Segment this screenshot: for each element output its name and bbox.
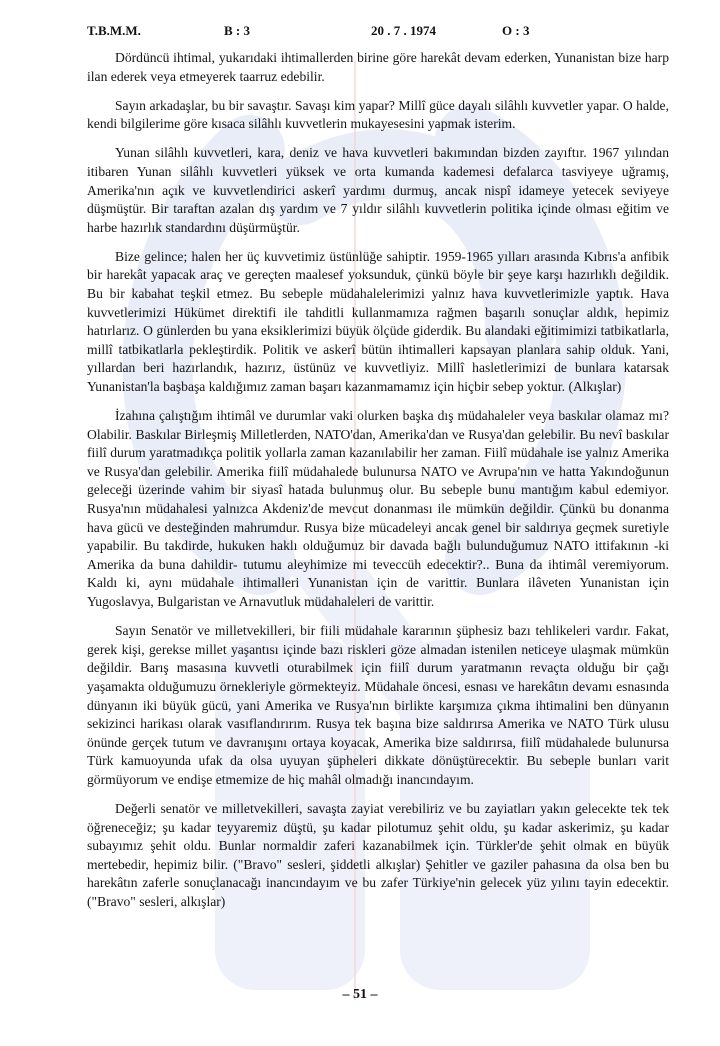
header-date: 20 . 7 . 1974 — [371, 23, 436, 38]
paragraph: Sayın arkadaşlar, bu bir savaştır. Savaşı kim yapar? Millî güce dayalı silâhlı kuvvetler yapar. O halde, kendi bilgilerime göre kısaca silâhlı kuvvetlerin mukayesesini yapmak isterim. — [87, 97, 669, 132]
paragraph: Değerli senatör ve milletvekilleri, savaşta zayiat verebiliriz ve bu zayiatları yakın gelecekte tek tek öğreneceğiz; şu kadar teyyaremiz düştü, şu kadar pilotumuz şehit oldu, şu kadar askerimiz, şu kadar subayımız şehit oldu. Bunlar normaldir zaferi kazanabilmek için. Türkler'de şehit olmak en büyük mertebedir, hepimiz bilir. ("Bravo" sesleri, şiddetli alkışlar) Şehitler ve gaziler pahasına da olsa ben bu harekâtın zaferle sonuçlanacağı inancındayım ve bu zafer Türkiye'nin gelecek yüz yılını tayin edecektir. ("Bravo" sesleri, alkışlar) — [87, 800, 669, 909]
document-body — [87, 49, 669, 922]
paragraph: Dördüncü ihtimal, yukarıdaki ihtimallerden birine göre harekât devam ederken, Yunanistan bize harp ilan ederek veya etmeyerek taarruz edebilir. — [87, 50, 669, 84]
paragraph: Sayın Senatör ve milletvekilleri, bir fiili müdahale kararının şüphesiz bazı tehlikeleri vardır. Fakat, gerek kişi, gerekse millet yaşantısı içinde bazı riskleri göze almadan istenilen neticeye ulaşmak mümkün değildir. Barış masasına kuvvetli oturabilmek için fiilî durum yaratmanın revaçta olduğu bir çağı yaşamakta olduğumuzu örnekleriyle görmekteyiz. Müdahale öncesi, esnası ve harekâtın devamı esnasında dünyanın iki büyük gücü, yani Amerika ve Rusya'nın birlikte karşımıza çıkma ihtimalini ben dünyanın sekizinci harikası olarak vasıflandırırım. Rusya tek başına bize saldırırsa Amerika ve NATO Türk ulusu önünde gerçek tutum ve davranışını ortaya koyacak, Amerika bize saldırırsa, fiilî müdahalede bulunursa Türk kamuoyunda ufak da olsa uyuyan şüpheleri dikkate dönüştürecektir. Bu sebeple bunları varit görmüyorum ve endişe etmemize de hiç mahâl olmadığı inancındayım. — [87, 623, 669, 787]
paragraph: Yunan silâhlı kuvvetleri, kara, deniz ve hava kuvvetleri bakımından bizden zayıftır. 1967 yılından itibaren Yunan silâhlı kuvvetleri yüksek ve orta kumanda kademesi defalarca tasviyeye uğramış, Amerika'nın açık ve kuvvetlendirici askerî yardımı durmuş, ancak nispî idameye yetecek seviyeye düşmüştür. Bir taraftan azalan dış yardım ve 7 yıldır silâhlı kuvvetlerin politika içinde olması eğitim ve harbe hazırlık standardını düşürmüştür. — [87, 145, 669, 235]
header-organization: T.B.M.M. — [87, 23, 141, 38]
page-number: – 51 – — [342, 987, 378, 1002]
paragraph: Bize gelince; halen her üç kuvvetimiz üstünlüğe sahiptir. 1959-1965 yılları arasında Kıbrıs'a anfibik bir harekât yapacak araç ve gereçten maalesef yoksunduk, çünkü böyle bir şeye karşı hazırlıklı değildik. Bu bir kabahat teşkil etmez. Bu sebeple müdahalelerimizi yalnız hava kuvvetlerimizle yaptık. Hava kuvvetlerimizi Hükümet direktifi ile tahditli kullanmamıza rağmen başarılı sonuçlar aldık, hepimiz hatırlarız. O günlerden bu yana eksiklerimizi büyük ölçüde giderdik. Bu alandaki eğitimimizi tatbikatlarla, millî tatbikatlarla pekleştirdik. Politik ve askerî bütün ihtimalleri kapsayan planlara sahip olduk. Yani, yıllardan beri hazırlandık, hazırız, üstünüz ve kuvvetliyiz. Millî hasletlerimizi de bunlara katarsak Yunanistan'la başbaşa kaldığımız zaman başarı kazanmamamız için hiçbir sebep yoktur. (Alkışlar) — [87, 248, 669, 394]
paragraph: İzahına çalıştığım ihtimâl ve durumlar vaki olurken başka dış müdahaleler veya baskılar olamaz mı? Olabilir. Baskılar Birleşmiş Milletlerden, NATO'dan, Amerika'dan ve Rusya'dan gelebilir. Bu nevî baskılar fiilî durum yaratmadıkça politik yollarla zaman kazanılabilir her zaman. Fiilî müdahale ise yalnız Amerika ve Rusya'dan gelebilir. Amerika fiilî müdahalede bulunursa NATO ve Avrupa'nın ve hatta Yakındoğunun geleceği üzerinde vahim bir siyasî hatada bulunmuş olur. Bu sebeple bunu mantığım kabul edemiyor. Rusya'nın müdahalesi yalnızca Akdeniz'de mevcut donanması ile mümkün değildir. Çünkü bu donanma hava gücü ve desteğinden mahrumdur. Rusya bize mücadeleyi ancak genel bir saldırıya geçmek suretiyle yapabilir. Bu takdirde, hukuken haklı olduğumuz bir davada bağlı bulunduğumuz NATO ittifakının -ki Amerika da buna dahildir- tutumu aleyhimize mi teveccüh edecektir?.. Buna da ihtimâl veremiyorum. Kaldı ki, aynı müdahale ihtimalleri Yunanistan için de varittir. Bunlara ilâveten Yunanistan için Yugoslavya, Bulgaristan ve Arnavutluk müdahaleleri de varittir. — [87, 408, 669, 610]
page-header — [87, 23, 707, 43]
header-session: B : 3 — [224, 23, 250, 38]
header-sitting: O : 3 — [502, 23, 530, 38]
